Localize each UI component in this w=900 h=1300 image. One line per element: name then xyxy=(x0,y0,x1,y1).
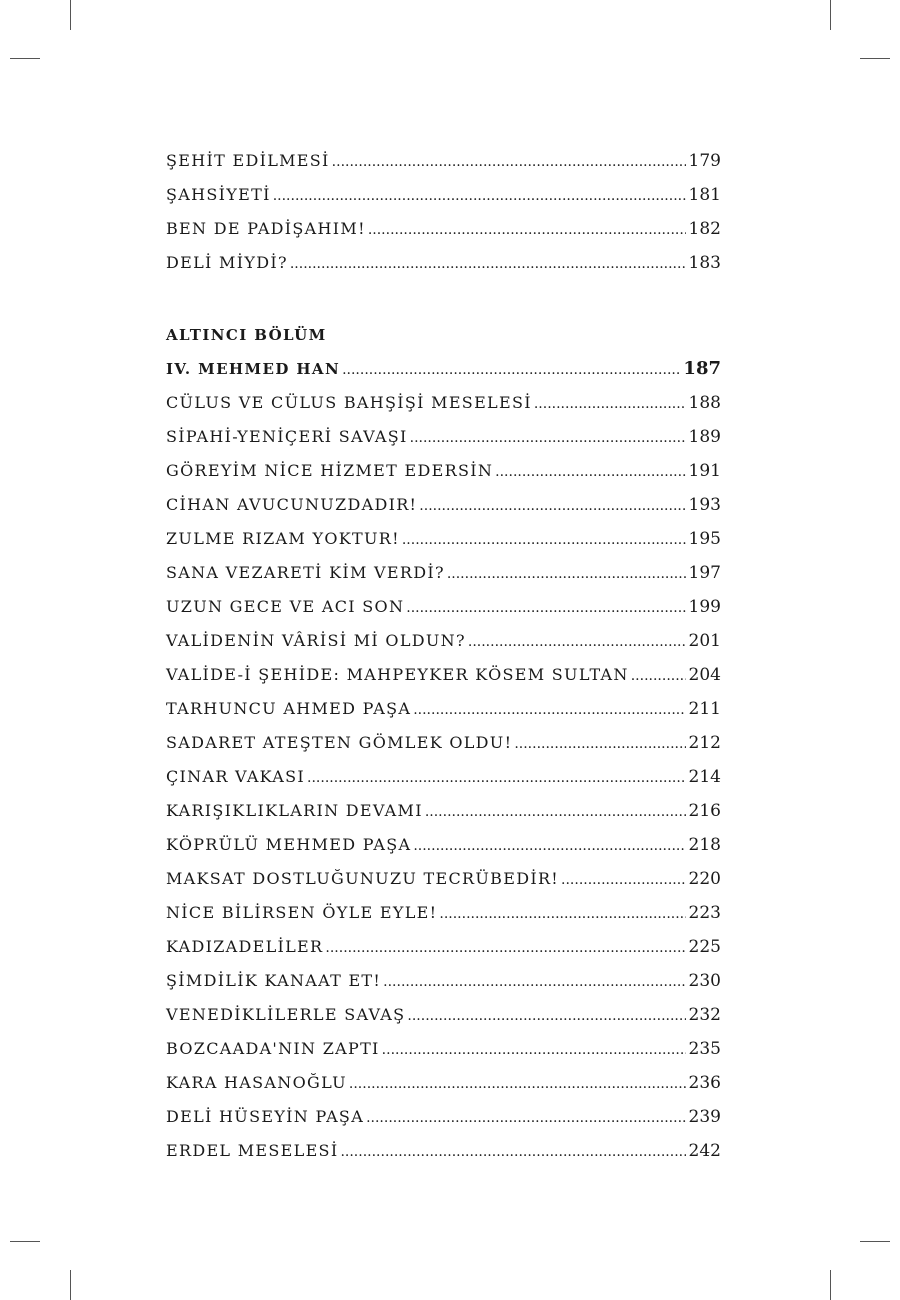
crop-mark-top-left-vertical xyxy=(70,0,71,30)
dot-leader xyxy=(366,1101,685,1135)
toc-entry-page: 188 xyxy=(688,393,721,413)
toc-entry[interactable] xyxy=(166,726,721,760)
toc-entry-title: ZULME RIZAM YOKTUR! xyxy=(166,529,400,548)
toc-entry-page: 212 xyxy=(688,733,721,753)
dot-leader xyxy=(325,931,685,965)
toc-entry-title: NİCE BİLİRSEN ÖYLE EYLE! xyxy=(166,903,438,922)
dot-leader xyxy=(425,795,686,829)
toc-entry-page: 214 xyxy=(688,767,721,787)
dot-leader xyxy=(413,829,685,863)
dot-leader xyxy=(495,455,685,489)
dot-leader xyxy=(410,421,686,455)
toc-main-entry[interactable] xyxy=(166,352,721,386)
toc-entry-title: TARHUNCU AHMED PAŞA xyxy=(166,699,412,718)
toc-entry-page: 197 xyxy=(688,563,721,583)
toc-entry-title: UZUN GECE VE ACI SON xyxy=(166,597,405,616)
dot-leader xyxy=(534,387,686,421)
toc-entry-page: 179 xyxy=(688,151,721,171)
toc-entry-title: CİHAN AVUCUNUZDADIR! xyxy=(166,495,418,514)
toc-entry[interactable] xyxy=(166,1032,721,1066)
toc-main-entry-page: 187 xyxy=(683,358,721,379)
table-of-contents xyxy=(166,144,721,1168)
dot-leader xyxy=(307,761,686,795)
toc-entry[interactable] xyxy=(166,178,721,212)
crop-mark-bottom-left-vertical xyxy=(70,1270,71,1300)
toc-entry-title: KARIŞIKLIKLARIN DEVAMI xyxy=(166,801,423,820)
dot-leader xyxy=(439,897,685,931)
toc-entry[interactable] xyxy=(166,522,721,556)
toc-chapter-entries xyxy=(166,386,721,1168)
toc-entry-page: 181 xyxy=(688,185,721,205)
toc-entry-title: BEN DE PADİŞAHIM! xyxy=(166,219,366,238)
dot-leader xyxy=(406,591,685,625)
toc-entry-title: VENEDİKLİLERLE SAVAŞ xyxy=(166,1005,406,1024)
crop-mark-bottom-right-horizontal xyxy=(860,1241,890,1242)
toc-entry-title: MAKSAT DOSTLUĞUNUZU TECRÜBEDİR! xyxy=(166,869,560,888)
toc-entry[interactable] xyxy=(166,420,721,454)
toc-entry-title: ŞEHİT EDİLMESİ xyxy=(166,151,330,170)
toc-entry[interactable] xyxy=(166,862,721,896)
toc-entry[interactable] xyxy=(166,590,721,624)
toc-entry[interactable] xyxy=(166,624,721,658)
dot-leader xyxy=(290,247,686,281)
dot-leader xyxy=(342,353,680,387)
toc-entry-page: 235 xyxy=(688,1039,721,1059)
toc-entry[interactable] xyxy=(166,1134,721,1168)
dot-leader xyxy=(368,213,686,247)
toc-entry-title: BOZCAADA'NIN ZAPTI xyxy=(166,1039,380,1058)
toc-entry-page: 242 xyxy=(688,1141,721,1161)
toc-entry-page: 225 xyxy=(688,937,721,957)
toc-entry-title: KADIZADELİLER xyxy=(166,937,324,956)
toc-entry[interactable] xyxy=(166,964,721,998)
toc-entry[interactable] xyxy=(166,658,721,692)
toc-entry[interactable] xyxy=(166,212,721,246)
toc-entry[interactable] xyxy=(166,556,721,590)
dot-leader xyxy=(413,693,685,727)
toc-entry[interactable] xyxy=(166,1100,721,1134)
crop-mark-top-right-vertical xyxy=(830,0,831,30)
toc-entry-title: DELİ MİYDİ? xyxy=(166,253,288,272)
toc-entry[interactable] xyxy=(166,998,721,1032)
chapter-heading: ALTINCI BÖLÜM xyxy=(166,326,327,344)
toc-entry-page: 183 xyxy=(688,253,721,273)
crop-mark-top-left-horizontal xyxy=(10,58,40,59)
toc-entry[interactable] xyxy=(166,1066,721,1100)
dot-leader xyxy=(631,659,686,693)
toc-entry-page: 232 xyxy=(688,1005,721,1025)
toc-entry-page: 204 xyxy=(688,665,721,685)
toc-entry-title: VALİDENİN VÂRİSİ Mİ OLDUN? xyxy=(166,631,466,650)
crop-mark-bottom-left-horizontal xyxy=(10,1241,40,1242)
toc-entry-page: 193 xyxy=(688,495,721,515)
toc-entry-page: 201 xyxy=(688,631,721,651)
dot-leader xyxy=(402,523,686,557)
dot-leader xyxy=(383,965,685,999)
toc-entry[interactable] xyxy=(166,930,721,964)
toc-entry-page: 236 xyxy=(688,1073,721,1093)
toc-entry-page: 230 xyxy=(688,971,721,991)
toc-group-previous-chapter xyxy=(166,144,721,280)
dot-leader xyxy=(514,727,685,761)
toc-entry-page: 199 xyxy=(688,597,721,617)
dot-leader xyxy=(447,557,686,591)
toc-entry-title: ŞAHSİYETİ xyxy=(166,185,271,204)
toc-entry-title: KÖPRÜLÜ MEHMED PAŞA xyxy=(166,835,412,854)
dot-leader xyxy=(419,489,685,523)
dot-leader xyxy=(340,1135,685,1169)
toc-entry[interactable] xyxy=(166,246,721,280)
toc-entry-page: 220 xyxy=(688,869,721,889)
toc-entry-page: 189 xyxy=(688,427,721,447)
toc-entry[interactable] xyxy=(166,454,721,488)
toc-entry-title: KARA HASANOĞLU xyxy=(166,1073,347,1092)
dot-leader xyxy=(349,1067,686,1101)
toc-entry-page: 218 xyxy=(688,835,721,855)
toc-entry-title: GÖREYİM NİCE HİZMET EDERSİN xyxy=(166,461,494,480)
toc-entry[interactable] xyxy=(166,488,721,522)
toc-entry[interactable] xyxy=(166,692,721,726)
dot-leader xyxy=(407,999,685,1033)
toc-entry[interactable] xyxy=(166,794,721,828)
toc-entry-page: 195 xyxy=(688,529,721,549)
toc-entry-title: SİPAHİ-YENİÇERİ SAVAŞI xyxy=(166,427,408,446)
crop-mark-top-right-horizontal xyxy=(860,58,890,59)
dot-leader xyxy=(273,179,686,213)
toc-entry-title: SANA VEZARETİ KİM VERDİ? xyxy=(166,563,445,582)
toc-entry-title: ÇINAR VAKASI xyxy=(166,767,306,786)
toc-entry-title: ŞİMDİLİK KANAAT ET! xyxy=(166,971,382,990)
toc-entry-title: SADARET ATEŞTEN GÖMLEK OLDU! xyxy=(166,733,513,752)
toc-entry[interactable] xyxy=(166,386,721,420)
toc-entry-page: 216 xyxy=(688,801,721,821)
toc-entry-title: DELİ HÜSEYİN PAŞA xyxy=(166,1107,365,1126)
toc-entry-page: 182 xyxy=(688,219,721,239)
toc-entry[interactable] xyxy=(166,828,721,862)
toc-entry-title: ERDEL MESELESİ xyxy=(166,1141,339,1160)
toc-entry[interactable] xyxy=(166,760,721,794)
toc-entry-title: CÜLUS VE CÜLUS BAHŞİŞİ MESELESİ xyxy=(166,393,532,412)
dot-leader xyxy=(332,145,686,179)
dot-leader xyxy=(468,625,686,659)
section-spacer xyxy=(166,280,721,318)
toc-entry-page: 211 xyxy=(688,699,721,719)
dot-leader xyxy=(382,1033,686,1067)
toc-entry-page: 239 xyxy=(688,1107,721,1127)
crop-mark-bottom-right-vertical xyxy=(830,1270,831,1300)
toc-entry-page: 191 xyxy=(688,461,721,481)
dot-leader xyxy=(561,863,686,897)
toc-entry[interactable] xyxy=(166,896,721,930)
toc-entry-title: VALİDE-İ ŞEHİDE: MAHPEYKER KÖSEM SULTAN xyxy=(166,665,629,684)
toc-entry[interactable] xyxy=(166,144,721,178)
toc-entry-page: 223 xyxy=(688,903,721,923)
toc-main-entry-title: IV. MEHMED HAN xyxy=(166,360,341,378)
